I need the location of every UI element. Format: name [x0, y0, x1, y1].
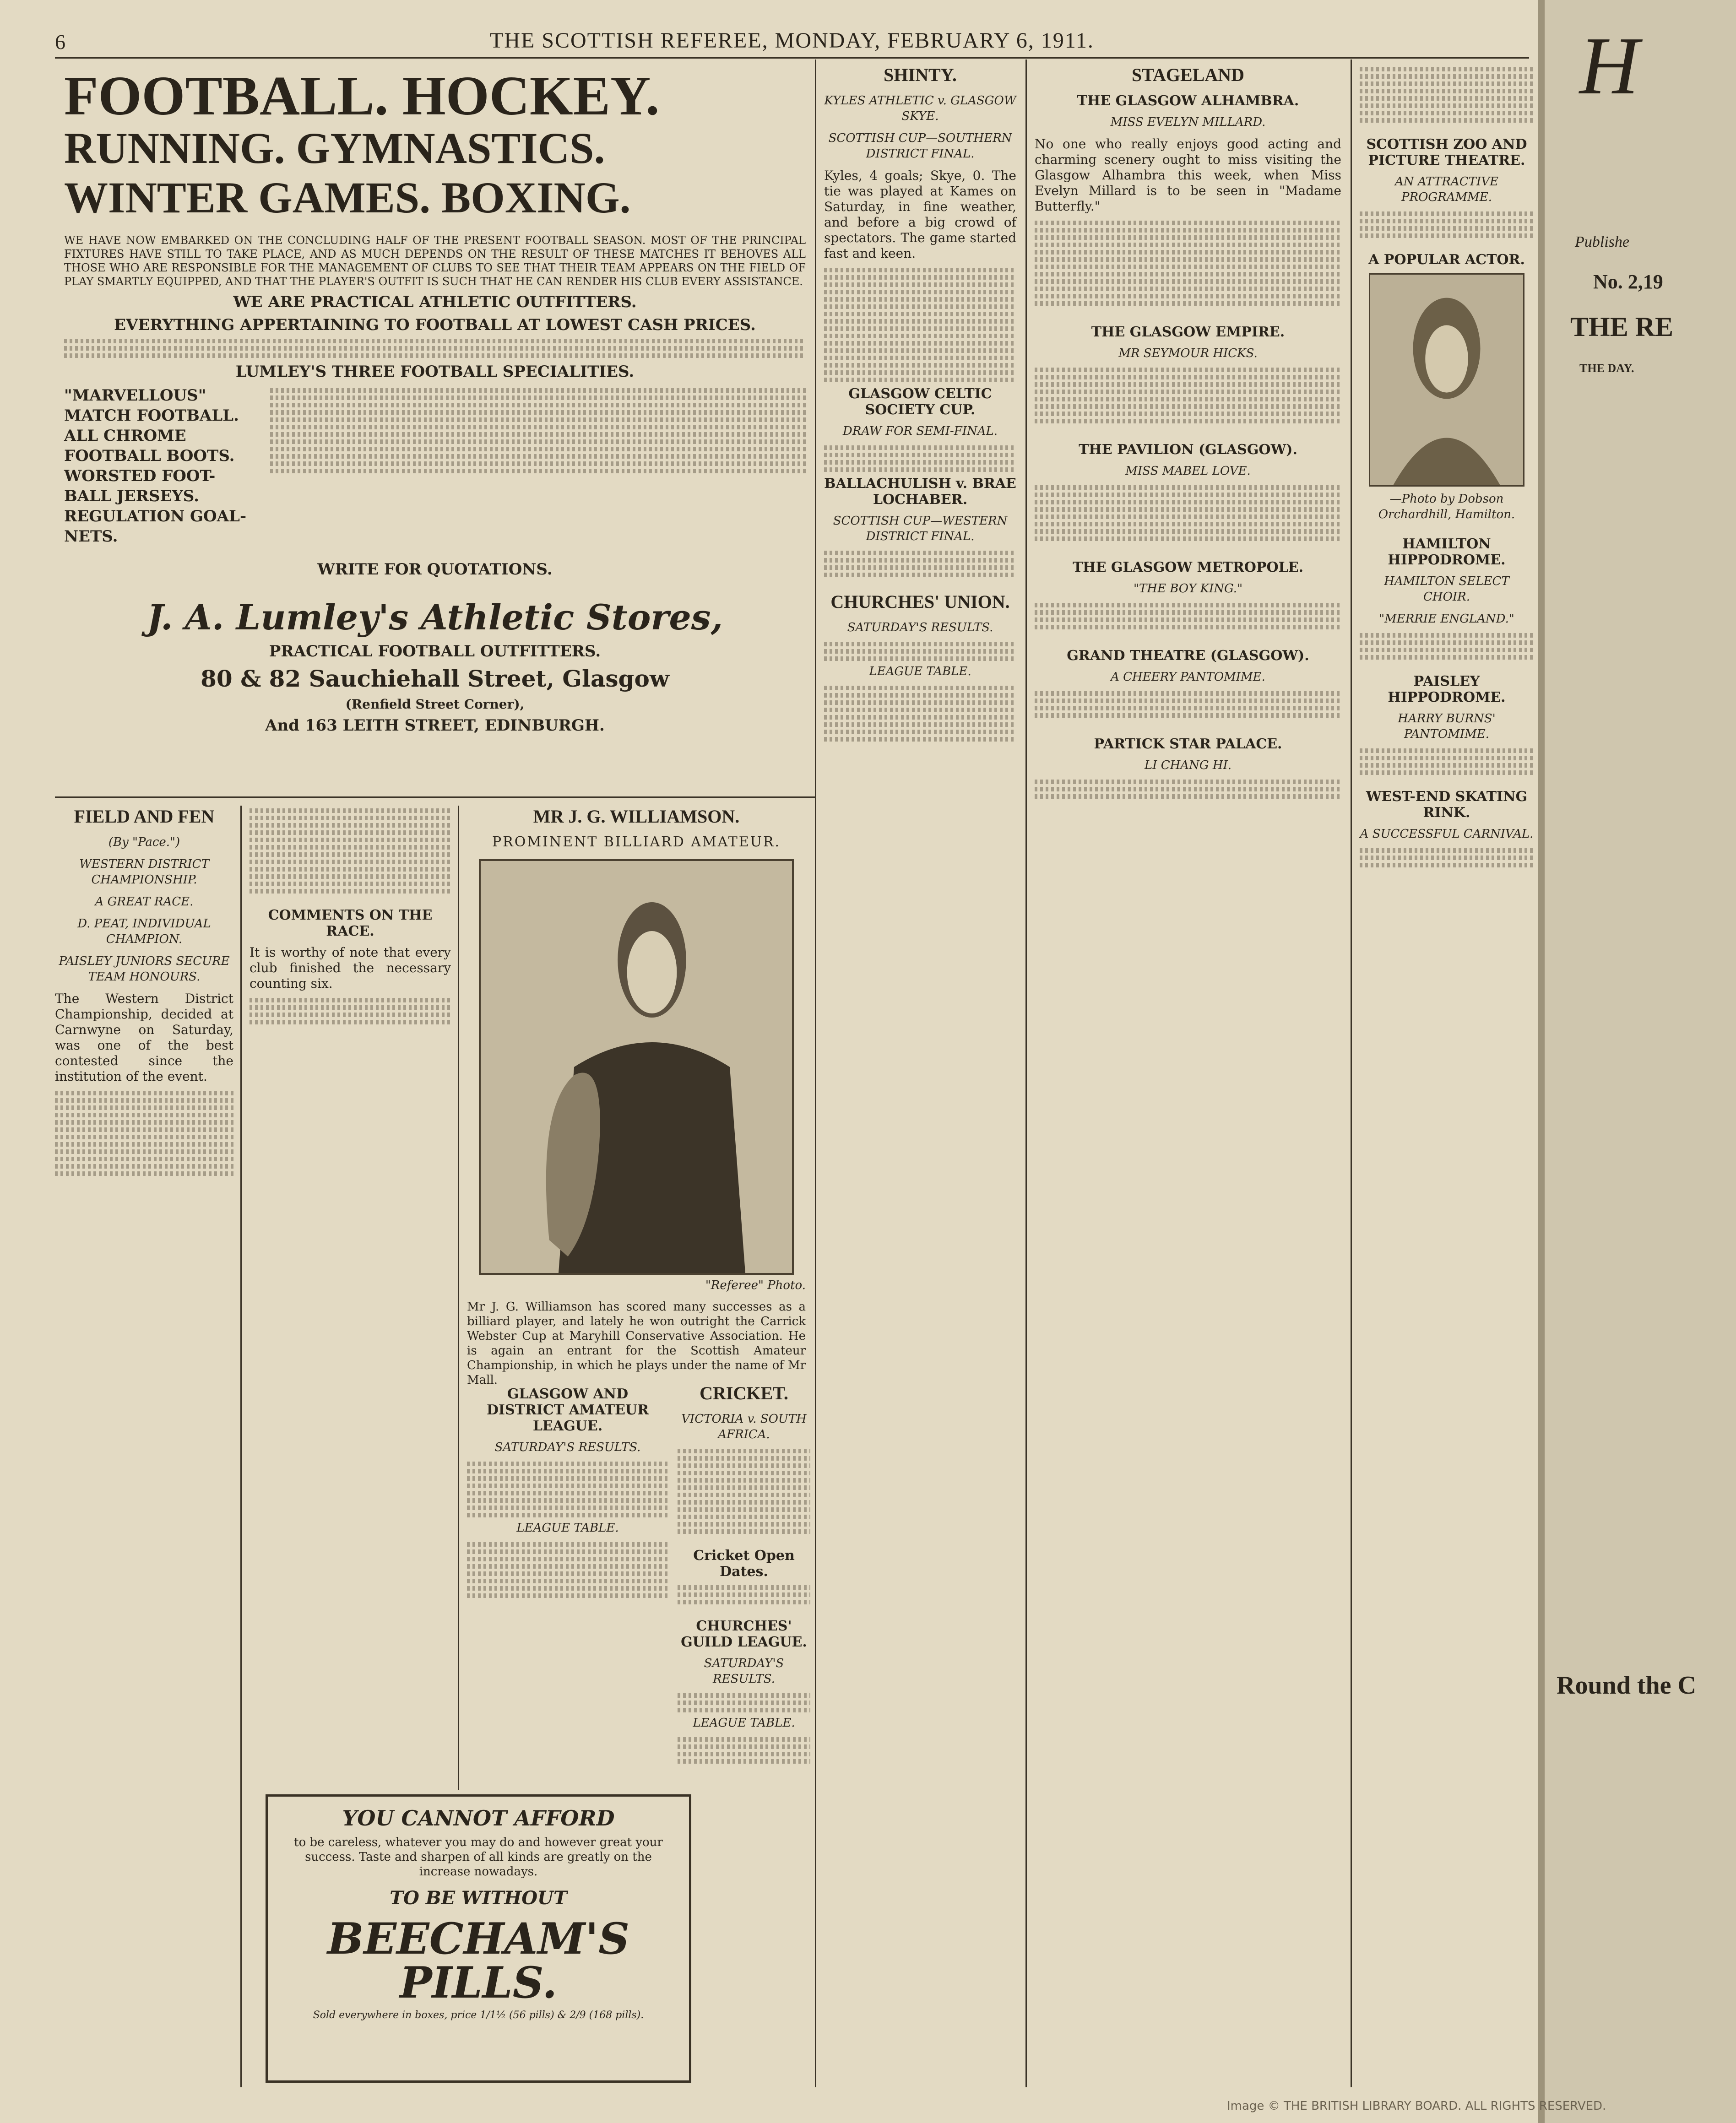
ad-item: ALL CHROME FOOTBALL BOOTS. — [64, 427, 235, 465]
stageland-column: STAGELAND THE GLASGOW ALHAMBRA. MISS EVELYN MILLARD. No one who really enjoys good acting and charming scenery ought to miss visiting the Glasgow Alhambra this week, when Miss Evelyn Millard is to be seen in "Madame Butterfly." THE GLASGOW EMPIRE. MR SEYMOUR HICKS. THE PAVILION (GLASGOW). MISS MABEL LOVE. THE GLASGOW METROPOLE. "THE BOY KING." GRAND THEATRE (GLASGOW). A CHEERY PANTOMIME. PARTICK STAR PALACE. LI CHANG HI. — [1035, 64, 1341, 2078]
cricket-column: CRICKET. VICTORIA v. SOUTH AFRICA. Cricket Open Dates. CHURCHES' GUILD LEAGUE. SATURDAY'S RESULTS. LEAGUE TABLE. — [678, 1382, 810, 2078]
williamson-photo — [479, 859, 794, 1275]
column-four: SCOTTISH ZOO AND PICTURE THEATRE. AN ATTRACTIVE PROGRAMME. A POPULAR ACTOR. —Photo by Dobson Orchardhill, Hamilton. HAMILTON HIPPODROME. HAMILTON SELECT CHOIR. "MERRIE ENGLAND." PAISLEY HIPPODROME. HARRY BURNS' PANTOMIME. WEST-END SKATING RINK. A SUCCESSFUL CARNIVAL. — [1360, 64, 1534, 2078]
ad-corner: (Renfield Street Corner), — [345, 697, 525, 712]
field-and-fen-column: FIELD AND FEN (By "Pace.") WESTERN DISTRICT CHAMPIONSHIP. A GREAT RACE. D. PEAT, INDIVIDUAL CHAMPION. PAISLEY JUNIORS SECURE TEAM HONOURS. The Western District Championship, decided at Carnwyne on Saturday, was one of the best contested since the institution of the event. — [55, 806, 233, 2087]
ad-practical: PRACTICAL FOOTBALL OUTFITTERS. — [269, 642, 601, 661]
ad-edinburgh: And 163 LEITH STREET, EDINBURGH. — [265, 716, 605, 735]
actor-photo — [1369, 273, 1524, 487]
adjacent-page-strip: H Publishe No. 2,19 THE RE THE DAY. Round the C — [1538, 0, 1736, 2123]
image-credit: Image © THE BRITISH LIBRARY BOARD. ALL RIGHTS RESERVED. — [1227, 2099, 1606, 2113]
ad-line-winter: WINTER GAMES. BOXING. — [64, 173, 631, 222]
adjacent-logo: H — [1579, 20, 1639, 111]
ad-intro: WE HAVE NOW EMBARKED ON THE CONCLUDING HALF OF THE PRESENT FOOTBALL SEASON. MOST OF THE PRINCIPAL FIXTURES HAVE STILL TO TAKE PLACE, AND AS MUCH DEPENDS ON THE RESULT OF THESE MATCHES IT BEHOVES ALL THOSE WHO ARE RESPONSIBLE FOR THE MANAGEMENT OF CLUBS TO SEE THAT THEIR TEAM APPEARS ON THE FIELD OF PLAY SMARTLY EQUIPPED, AND THAT THE PLAYER'S OUTFIT IS SUCH THAT HE CAN RENDER HIS CLUB EVERY ASSISTANCE. — [64, 234, 806, 288]
ad-write: WRITE FOR QUOTATIONS. — [317, 560, 553, 579]
ad-item: REGULATION GOAL-NETS. — [64, 507, 247, 546]
ad-line-running: RUNNING. GYMNASTICS. — [64, 124, 605, 173]
williamson-feature: MR J. G. WILLIAMSON. PROMINENT BILLIARD AMATEUR. "Referee" Photo. Mr J. G. Williamson has scored many successes as a billiard player, and lately he won outright the Carrick Webster Cup at Maryhill Conservative Association. He is again an entrant for the Scottish Amateur Championship, in which he plays under the name of Mr Mall. — [467, 806, 806, 1387]
ad-address: 80 & 82 Sauchiehall Street, Glasgow — [201, 665, 669, 692]
shinty-column: SHINTY. KYLES ATHLETIC v. GLASGOW SKYE. SCOTTISH CUP—SOUTHERN DISTRICT FINAL. Kyles, 4 goals; Skye, 0. The tie was played at Kames on Saturday, in fine weather, and before a big crowd of spectators. The game started fast and keen. GLASGOW CELTIC SOCIETY CUP. DRAW FOR SEMI-FINAL. BALLACHULISH v. BRAE LOCHABER. SCOTTISH CUP—WESTERN DISTRICT FINAL. CHURCHES' UNION. SATURDAY'S RESULTS. LEAGUE TABLE. — [824, 64, 1016, 2078]
column-two-lower: COMMENTS ON THE RACE. It is worthy of note that every club finished the necessary counting six. — [250, 806, 451, 1785]
ad-item: WORSTED FOOT-BALL JERSEYS. — [64, 467, 216, 505]
ad-store-name: J. A. Lumley's Athletic Stores, — [146, 597, 723, 638]
ad-specialities: LUMLEY'S THREE FOOTBALL SPECIALITIES. — [235, 363, 635, 381]
ad-line-football-hockey: FOOTBALL. HOCKEY. — [64, 65, 660, 127]
shinty-heading: SHINTY. — [884, 65, 957, 85]
ad-everything: EVERYTHING APPERTAINING TO FOOTBALL AT LOWEST CASH PRICES. — [114, 316, 756, 334]
stageland-heading: STAGELAND — [1132, 65, 1244, 85]
masthead: THE SCOTTISH REFEREE, MONDAY, FEBRUARY 6, 1911. — [490, 28, 1094, 53]
page-number: 6 — [55, 30, 65, 54]
page-header — [55, 25, 1529, 59]
lumley-advertisement — [64, 65, 806, 783]
ad-outfitters: WE ARE PRACTICAL ATHLETIC OUTFITTERS. — [233, 293, 637, 311]
ad-item: "MARVELLOUS" MATCH FOOTBALL. — [64, 386, 239, 425]
amateur-league: GLASGOW AND DISTRICT AMATEUR LEAGUE. SATURDAY'S RESULTS. LEAGUE TABLE. — [467, 1382, 668, 1785]
beechams-advertisement: YOU CANNOT AFFORD to be careless, whatever you may do and however great your success. Taste and sharpen of all kinds are greatly on the increase nowadays. TO BE WITHOUT BEECHAM'S PILLS. Sold everywhere in boxes, price 1/1½ (56 pills) & 2/9 (168 pills). — [266, 1794, 691, 2083]
